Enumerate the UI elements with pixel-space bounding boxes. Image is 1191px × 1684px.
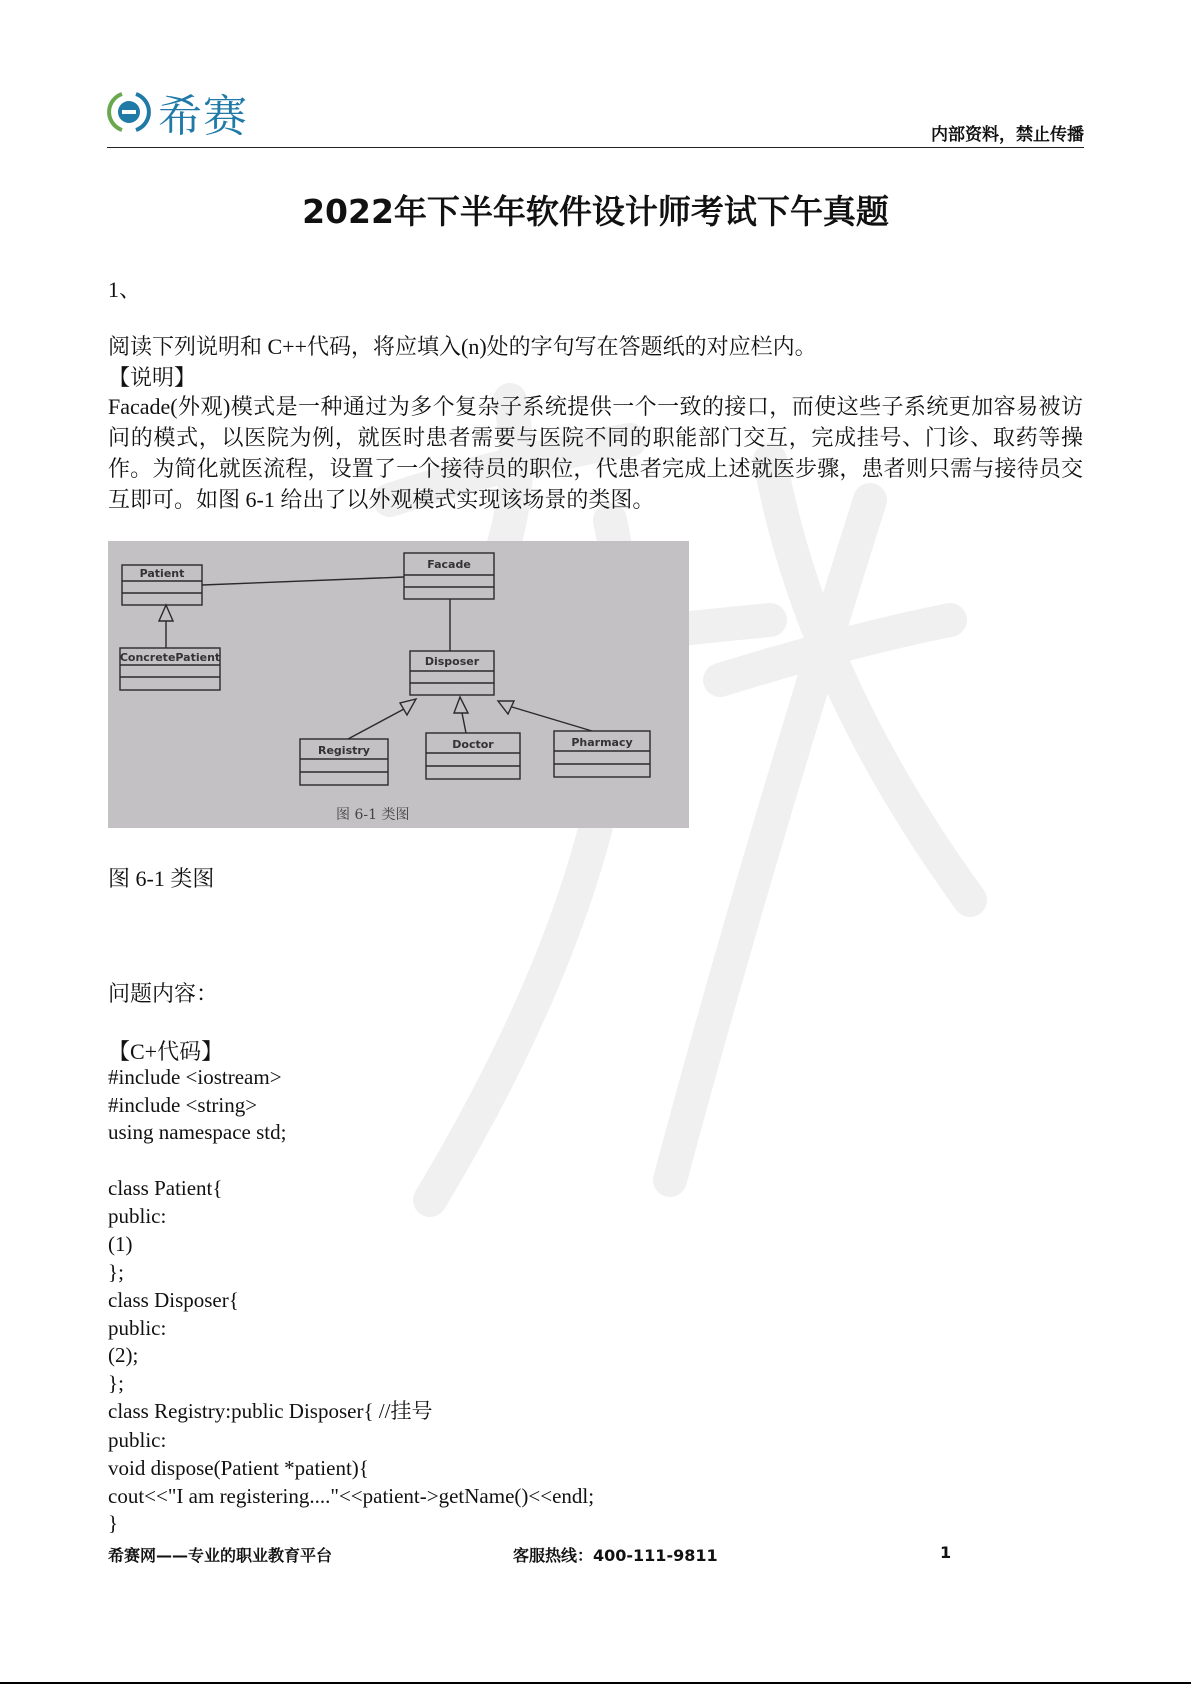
brand-logo — [106, 84, 248, 140]
code-line: class Disposer{ — [108, 1288, 239, 1312]
description-paragraph: Facade(外观)模式是一种通过为多个复杂子系统提供一个一致的接口，而使这些子系统更加容易被访问的模式，以医院为例，就医时患者需要与医院不同的职能部门交互，完成挂号、门诊、取药等操作。为简化就医流程，设置了一个接待员的职位，代患者完成上述就医步骤，患者则只需与接待员交互即可。如图 6-1 给出了以外观模式实现该场景的类图。 — [108, 394, 1083, 512]
code-line: public: — [108, 1428, 167, 1452]
question-content-label: 问题内容： — [108, 981, 219, 1006]
class-label-doctor: Doctor — [452, 738, 494, 751]
instruction-text: 阅读下列说明和 C++代码，将应填入(n)处的字句写在答题纸的对应栏内。 — [108, 334, 817, 359]
footer-hotline: 客服热线：400-111-9811 — [513, 1546, 718, 1565]
figure-inner-caption: 图 6-1 类图 — [336, 807, 410, 823]
code-line: using namespace std; — [108, 1120, 287, 1144]
code-line: cout<<"I am registering...."<<patient->getName()<<endl; — [108, 1484, 595, 1508]
section-label: 【说明】 — [108, 365, 197, 390]
code-line: (1) — [108, 1232, 133, 1256]
class-label-pharmacy: Pharmacy — [571, 736, 633, 749]
code-section-label: 【C+代码】 — [108, 1039, 224, 1064]
uml-class-diagram — [108, 541, 689, 828]
code-line: void dispose(Patient *patient){ — [108, 1456, 369, 1480]
code-line: (2); — [108, 1343, 139, 1367]
class-label-registry: Registry — [318, 744, 370, 757]
header-divider — [107, 147, 1084, 148]
page-title: 2022年下半年软件设计师考试下午真题 — [302, 192, 889, 231]
code-line: #include <string> — [108, 1093, 258, 1117]
header-confidential-note: 内部资料，禁止传播 — [931, 125, 1084, 145]
question-number: 1、 — [108, 277, 142, 302]
figure-caption: 图 6-1 类图 — [108, 866, 215, 891]
class-label-concrete-patient: ConcretePatient — [119, 651, 221, 664]
logo-text: 希赛 — [158, 91, 248, 142]
class-label-facade: Facade — [427, 558, 471, 571]
code-line: class Registry:public Disposer{ //挂号 — [108, 1399, 433, 1423]
code-line: } — [108, 1511, 119, 1535]
class-label-disposer: Disposer — [424, 655, 480, 668]
code-line: public: — [108, 1316, 167, 1340]
class-label-patient: Patient — [139, 567, 185, 580]
code-line: public: — [108, 1204, 167, 1228]
code-line: }; — [108, 1260, 124, 1284]
code-line: }; — [108, 1371, 124, 1395]
footer-platform: 希赛网——专业的职业教育平台 — [108, 1546, 333, 1565]
code-line: #include <iostream> — [108, 1065, 282, 1089]
logo-emblem-icon — [106, 89, 152, 135]
page-number: 1 — [940, 1543, 952, 1562]
code-line: class Patient{ — [108, 1176, 223, 1200]
